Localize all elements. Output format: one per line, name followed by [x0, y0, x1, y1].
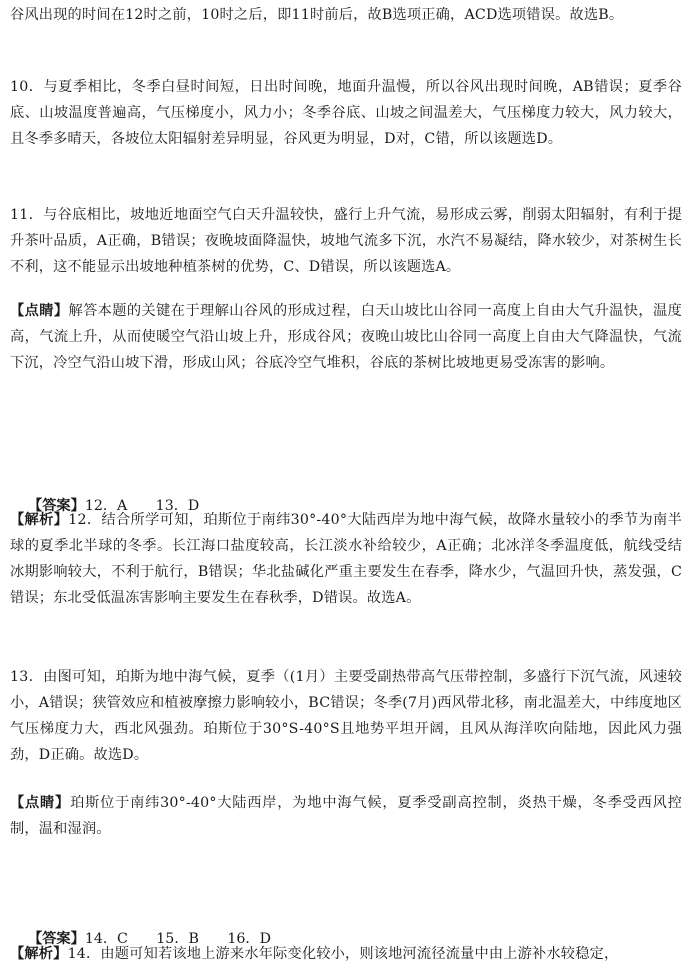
paragraph-text: 11．与谷底相比，坡地近地面空气白天升温较快，盛行上升气流，易形成云雾，削弱太阳辐射，有利于提升茶叶品质，A正确，B错误；夜晚坡面降温快，坡地气流多下沉，水汽不易凝结，降水较少，对茶树生长不利，这不能显示出坡地种植茶树的优势，C、D错误，所以该题选A。 [10, 207, 682, 275]
paragraph-text: 13．由图可知，珀斯为地中海气候，夏季（(1月）主要受副热带高气压带控制，多盛行下沉气流，风速较小，A错误；狭管效应和植被摩擦力影响较小，BC错误；冬季(7月)西风带北移，南北温差大，中纬度地区气压梯度力大，西北风强劲。珀斯位于30°S-40°S且地势平坦开阔，且风从海洋吹向陆地，因此风力强劲，D正确。故选D。 [10, 669, 682, 763]
paragraph-text: 解答本题的关键在于理解山谷风的形成过程，白天山坡比山谷同一高度上自由大气升温快，温度高，气流上升，从而使暖空气沿山坡上升，形成谷风；夜晚山坡比山谷同一高度上自由大气降温快，气流下沉，冷空气沿山坡下滑，形成山风；谷底冷空气堆积，谷底的茶树比坡地更易受冻害的影响。 [10, 303, 682, 371]
paragraph-analysis-14 [10, 941, 682, 967]
section-tag: 【解析】 [10, 512, 69, 528]
answer-text: 12．A 13．D [84, 498, 200, 514]
answer-text: 14．C 15．B 16．D [84, 931, 271, 947]
paragraph-text: 谷风出现的时间在12时之前，10时之后，即11时前后，故B选项正确，ACD选项错误。故选B。 [10, 7, 624, 23]
section-tag: 【答案】 [28, 931, 85, 947]
paragraph-question-11 [10, 202, 682, 280]
paragraph-continuation [10, 2, 682, 28]
paragraph-analysis-12 [10, 507, 682, 611]
paragraph-key-point-1 [10, 298, 682, 376]
section-tag: 【点睛】 [10, 795, 71, 811]
paragraph-text: 14．由题可知若该地上游来水年际变化较小，则该地河流径流量中由上游补水较稳定， [67, 946, 619, 962]
section-tag: 【答案】 [28, 498, 85, 514]
paragraph-key-point-2 [10, 790, 682, 842]
paragraph-text: 12．结合所学可知，珀斯位于南纬30°-40°大陆西岸为地中海气候，故降水量较小的季节为南半球的夏季北半球的冬季。长江海口盐度较高，长江淡水补给较少，A正确；北冰洋冬季温度低，航线受结冰期影响较大，不利于航行，B错误；华北盐碱化严重主要发生在春季，降水少，气温回升快，蒸发强，C错误；东北受低温冻害影响主要发生在春秋季，D错误。故选A。 [10, 512, 682, 606]
paragraph-text: 10．与夏季相比，冬季白昼时间短，日出时间晚，地面升温慢，所以谷风出现时间晚，AB错误；夏季谷底、山坡温度普遍高，气压梯度小，风力小；冬季谷底、山坡之间温差大，气压梯度力较大，风力较大，且冬季多晴天，各坡位太阳辐射差异明显，谷风更为明显，D对，C错，所以该题选D。 [10, 79, 682, 147]
section-tag: 【解析】 [10, 946, 68, 962]
paragraph-question-10 [10, 74, 682, 152]
paragraph-text: 珀斯位于南纬30°-40°大陆西岸，为地中海气候，夏季受副高控制，炎热干燥，冬季受西风控制，温和湿润。 [10, 795, 683, 837]
paragraph-question-13 [10, 664, 682, 768]
section-tag: 【点睛】 [10, 303, 69, 319]
